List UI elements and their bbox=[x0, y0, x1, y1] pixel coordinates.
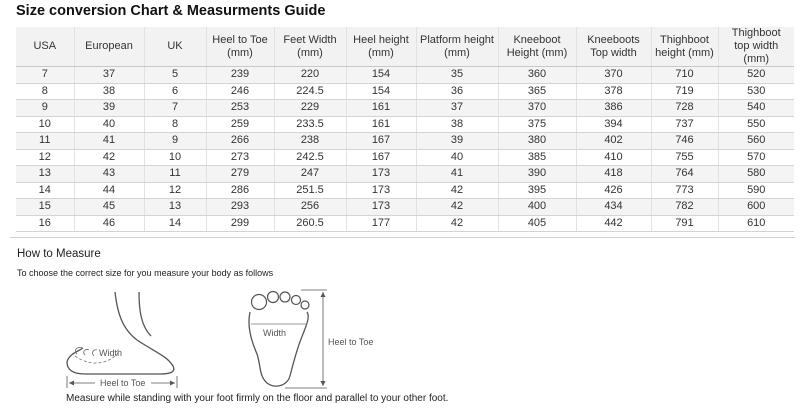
page-title: Size conversion Chart & Measurments Guide bbox=[16, 3, 326, 19]
table-cell: 14 bbox=[16, 182, 74, 199]
column-header-text: (mm) bbox=[444, 46, 470, 59]
table-cell: 35 bbox=[416, 67, 498, 84]
table-cell: 395 bbox=[498, 182, 576, 199]
table-cell: 266 bbox=[206, 133, 274, 150]
table-cell: 41 bbox=[416, 166, 498, 183]
column-header-text: Thighboot bbox=[731, 27, 781, 39]
table-cell: 247 bbox=[274, 166, 346, 183]
table-cell: 42 bbox=[416, 215, 498, 232]
column-header-text: Platform height bbox=[420, 33, 494, 46]
table-cell: 14 bbox=[144, 215, 206, 232]
sole-outline bbox=[249, 312, 308, 386]
table-cell: 15 bbox=[16, 199, 74, 216]
toe-3 bbox=[280, 292, 290, 302]
table-row bbox=[16, 199, 794, 216]
table-body bbox=[16, 67, 794, 232]
column-header bbox=[144, 27, 206, 67]
table-row bbox=[16, 133, 794, 150]
table-cell: 560 bbox=[718, 133, 794, 150]
column-header-text: (mm) bbox=[227, 46, 253, 59]
foot-side-ankle bbox=[139, 292, 151, 336]
table-cell: 238 bbox=[274, 133, 346, 150]
table-cell: 11 bbox=[16, 133, 74, 150]
table-cell: 253 bbox=[206, 100, 274, 117]
table-cell: 39 bbox=[74, 100, 144, 117]
foot-side-outline bbox=[67, 292, 174, 374]
table-cell: 610 bbox=[718, 215, 794, 232]
table-cell: 233.5 bbox=[274, 116, 346, 133]
table-cell: 299 bbox=[206, 215, 274, 232]
table-header-row bbox=[16, 27, 794, 67]
toe-4 bbox=[292, 296, 301, 305]
measure-instruction-note: Measure while standing with your foot firmly on the floor and parallel to your other foot. bbox=[66, 393, 449, 404]
table-cell: 39 bbox=[416, 133, 498, 150]
table-cell: 530 bbox=[718, 83, 794, 100]
table-cell: 42 bbox=[74, 149, 144, 166]
table-cell: 44 bbox=[74, 182, 144, 199]
column-header-text: Heel height bbox=[353, 33, 409, 46]
table-row bbox=[16, 83, 794, 100]
column-header-text: USA bbox=[33, 40, 57, 52]
table-cell: 38 bbox=[416, 116, 498, 133]
table-row bbox=[16, 100, 794, 117]
table-cell: 37 bbox=[416, 100, 498, 117]
column-header-text: Top width bbox=[590, 46, 637, 59]
table-cell: 46 bbox=[74, 215, 144, 232]
table-cell: 710 bbox=[651, 67, 718, 84]
table-row bbox=[16, 166, 794, 183]
column-header-text: European bbox=[85, 40, 133, 52]
table-cell: 365 bbox=[498, 83, 576, 100]
table-cell: 9 bbox=[16, 100, 74, 117]
top-width-label: Width bbox=[263, 328, 287, 338]
table-cell: 16 bbox=[16, 215, 74, 232]
table-cell: 246 bbox=[206, 83, 274, 100]
table-row bbox=[16, 149, 794, 166]
table-cell: 42 bbox=[416, 199, 498, 216]
table-cell: 400 bbox=[498, 199, 576, 216]
table-cell: 239 bbox=[206, 67, 274, 84]
table-cell: 6 bbox=[144, 83, 206, 100]
column-header bbox=[206, 27, 274, 67]
table-cell: 10 bbox=[16, 116, 74, 133]
table-cell: 590 bbox=[718, 182, 794, 199]
table-cell: 42 bbox=[416, 182, 498, 199]
table-cell: 7 bbox=[144, 100, 206, 117]
table-cell: 405 bbox=[498, 215, 576, 232]
column-header-text: height (mm) bbox=[655, 46, 714, 59]
table-cell: 259 bbox=[206, 116, 274, 133]
table-cell: 173 bbox=[346, 199, 416, 216]
table-cell: 378 bbox=[576, 83, 651, 100]
table-cell: 728 bbox=[651, 100, 718, 117]
table-cell: 570 bbox=[718, 149, 794, 166]
table-cell: 273 bbox=[206, 149, 274, 166]
table-row bbox=[16, 215, 794, 232]
column-header-text: Height (mm) bbox=[506, 46, 568, 59]
toe-5 bbox=[301, 301, 309, 309]
column-header bbox=[718, 27, 794, 67]
table-cell: 177 bbox=[346, 215, 416, 232]
size-conversion-table bbox=[16, 27, 794, 232]
table-cell: 426 bbox=[576, 182, 651, 199]
table-cell: 360 bbox=[498, 67, 576, 84]
column-header-text: Thighboot bbox=[660, 33, 709, 46]
table-cell: 442 bbox=[576, 215, 651, 232]
table-cell: 550 bbox=[718, 116, 794, 133]
table-cell: 40 bbox=[416, 149, 498, 166]
table-cell: 410 bbox=[576, 149, 651, 166]
column-header bbox=[346, 27, 416, 67]
table-cell: 224.5 bbox=[274, 83, 346, 100]
column-header-text: Kneeboots bbox=[587, 33, 640, 46]
foot-side-view-figure bbox=[55, 290, 205, 390]
table-cell: 370 bbox=[576, 67, 651, 84]
column-header bbox=[74, 27, 144, 67]
column-header bbox=[16, 27, 74, 67]
table-row bbox=[16, 116, 794, 133]
table-cell: 45 bbox=[74, 199, 144, 216]
top-length-label: Heel to Toe bbox=[328, 337, 374, 347]
table-cell: 167 bbox=[346, 133, 416, 150]
big-toe bbox=[252, 295, 267, 310]
table-cell: 10 bbox=[144, 149, 206, 166]
table-cell: 9 bbox=[144, 133, 206, 150]
table-cell: 394 bbox=[576, 116, 651, 133]
how-to-measure-intro: To choose the correct size for you measure your body as follows bbox=[17, 268, 274, 278]
table-cell: 12 bbox=[16, 149, 74, 166]
table-cell: 385 bbox=[498, 149, 576, 166]
column-header-text: Feet Width bbox=[283, 33, 337, 46]
table-cell: 386 bbox=[576, 100, 651, 117]
table-cell: 782 bbox=[651, 199, 718, 216]
table-cell: 242.5 bbox=[274, 149, 346, 166]
table-cell: 434 bbox=[576, 199, 651, 216]
section-divider bbox=[10, 237, 795, 238]
table-cell: 161 bbox=[346, 116, 416, 133]
table-cell: 737 bbox=[651, 116, 718, 133]
table-cell: 43 bbox=[74, 166, 144, 183]
table-cell: 251.5 bbox=[274, 182, 346, 199]
table-cell: 173 bbox=[346, 182, 416, 199]
table-cell: 12 bbox=[144, 182, 206, 199]
table-cell: 38 bbox=[74, 83, 144, 100]
table-row bbox=[16, 182, 794, 199]
column-header bbox=[651, 27, 718, 67]
table-cell: 380 bbox=[498, 133, 576, 150]
table-cell: 540 bbox=[718, 100, 794, 117]
table-cell: 418 bbox=[576, 166, 651, 183]
table-cell: 260.5 bbox=[274, 215, 346, 232]
table-cell: 764 bbox=[651, 166, 718, 183]
table-cell: 719 bbox=[651, 83, 718, 100]
table-cell: 8 bbox=[144, 116, 206, 133]
table-cell: 13 bbox=[144, 199, 206, 216]
table-cell: 755 bbox=[651, 149, 718, 166]
column-header-text: Heel to Toe bbox=[212, 33, 268, 46]
table-cell: 580 bbox=[718, 166, 794, 183]
table-row bbox=[16, 67, 794, 84]
toe-2 bbox=[268, 292, 279, 303]
table-cell: 41 bbox=[74, 133, 144, 150]
table-cell: 8 bbox=[16, 83, 74, 100]
column-header bbox=[274, 27, 346, 67]
column-header-text: (mm) bbox=[368, 46, 394, 59]
table-cell: 37 bbox=[74, 67, 144, 84]
table-cell: 40 bbox=[74, 116, 144, 133]
table-cell: 402 bbox=[576, 133, 651, 150]
table-cell: 370 bbox=[498, 100, 576, 117]
table-cell: 375 bbox=[498, 116, 576, 133]
table-cell: 256 bbox=[274, 199, 346, 216]
table-cell: 36 bbox=[416, 83, 498, 100]
table-cell: 520 bbox=[718, 67, 794, 84]
column-header-text: top width (mm) bbox=[734, 40, 779, 65]
column-header bbox=[576, 27, 651, 67]
column-header-text: Kneeboot bbox=[513, 33, 561, 46]
column-header bbox=[416, 27, 498, 67]
table-cell: 11 bbox=[144, 166, 206, 183]
table-cell: 154 bbox=[346, 83, 416, 100]
table-cell: 746 bbox=[651, 133, 718, 150]
table-cell: 390 bbox=[498, 166, 576, 183]
table-cell: 173 bbox=[346, 166, 416, 183]
table-cell: 220 bbox=[274, 67, 346, 84]
table-cell: 791 bbox=[651, 215, 718, 232]
table-cell: 5 bbox=[144, 67, 206, 84]
side-length-label: Heel to Toe bbox=[100, 378, 146, 388]
foot-side-toes bbox=[75, 347, 97, 356]
side-width-label: Width bbox=[99, 348, 123, 358]
table-cell: 229 bbox=[274, 100, 346, 117]
table-cell: 773 bbox=[651, 182, 718, 199]
how-to-measure-heading: How to Measure bbox=[17, 248, 101, 260]
table-cell: 167 bbox=[346, 149, 416, 166]
table-cell: 600 bbox=[718, 199, 794, 216]
table-cell: 13 bbox=[16, 166, 74, 183]
column-header bbox=[498, 27, 576, 67]
column-header-text: (mm) bbox=[297, 46, 323, 59]
column-header-text: UK bbox=[167, 40, 183, 52]
table-cell: 7 bbox=[16, 67, 74, 84]
table-cell: 279 bbox=[206, 166, 274, 183]
table-cell: 154 bbox=[346, 67, 416, 84]
table-cell: 161 bbox=[346, 100, 416, 117]
table-cell: 286 bbox=[206, 182, 274, 199]
table-cell: 293 bbox=[206, 199, 274, 216]
foot-top-view-figure bbox=[235, 288, 385, 392]
